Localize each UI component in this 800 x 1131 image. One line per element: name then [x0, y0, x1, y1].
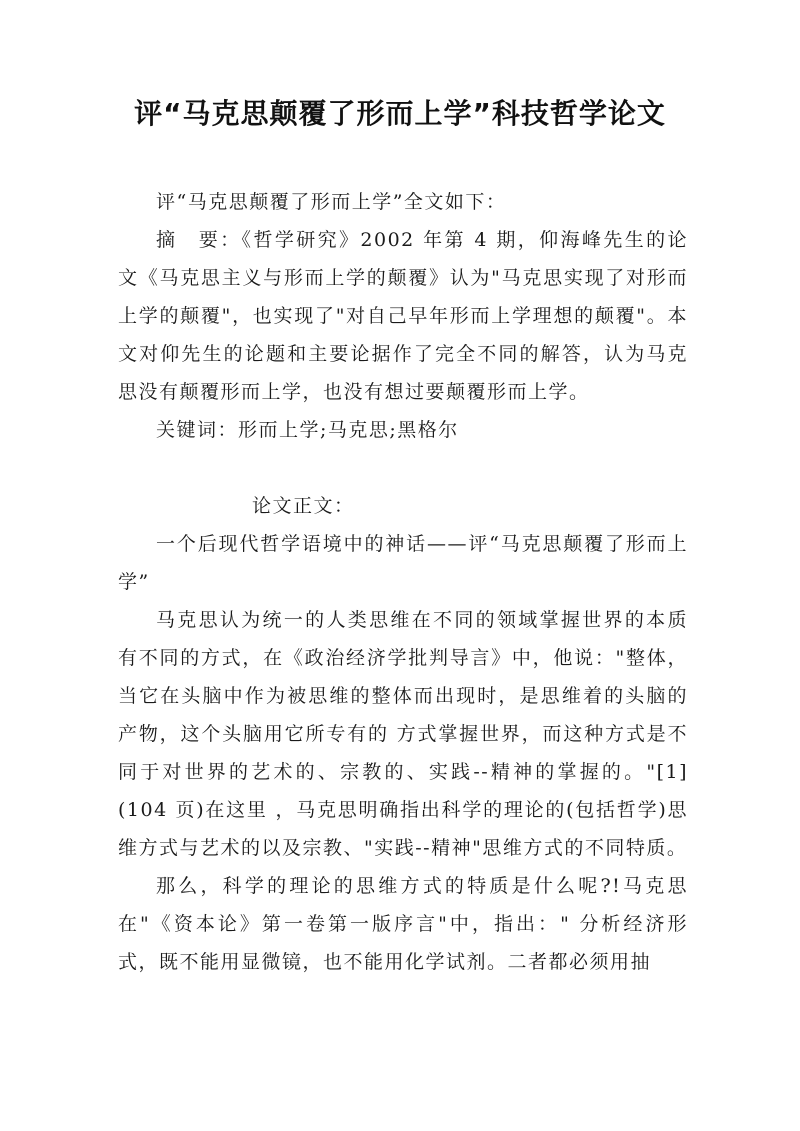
intro-line: 评“马克思颠覆了形而上学”全文如下： — [156, 191, 507, 213]
body-heading: 论文正文： — [252, 495, 355, 517]
section-title: 一个后现代哲学语境中的神话——评“马克思颠覆了形而上学” — [118, 533, 688, 593]
body-paragraph-1: 马克思认为统一的人类思维在不同的领域掌握世界的本质有不同的方式，在《政治经济学批判导言》中，他说："整体，当它在头脑中作为被思维的整体而出现时，是思维着的头脑的产物，这个头脑用它所专有的 方式掌握世界，而这种方式是不同于对世界的艺术的、宗教的、实践--精神的掌握的。"[1](104 页)在这里 ，马克思明确指出科学的理论的(包括哲学)思维方式与艺术的以及宗教、"实践--精神"思维方式的不同特质。 — [118, 609, 688, 859]
document-title: 评“马克思颠覆了形而上学”科技哲学论文 — [134, 97, 666, 130]
body-paragraph-2: 那么，科学的理论的思维方式的特质是什么呢?!马克思在"《资本论》第一卷第一版序言"中，指出：" 分析经济形式，既不能用显微镜，也不能用化学试剂。二者都必须用抽 — [118, 875, 688, 973]
document-body — [118, 183, 688, 981]
abstract-paragraph: 摘 要：《哲学研究》2002 年第 4 期，仰海峰先生的论文《马克思主义与形而上学的颠覆》认为"马克思实现了对形而上学的颠覆"，也实现了"对自己早年形而上学理想的颠覆"。本文对仰先生的论题和主要论据作了完全不同的解答，认为马克思没有颠覆形而上学，也没有想过要颠覆形而上学。 — [118, 229, 688, 403]
keywords-line: 关键词：形而上学;马克思;黑格尔 — [156, 419, 459, 441]
